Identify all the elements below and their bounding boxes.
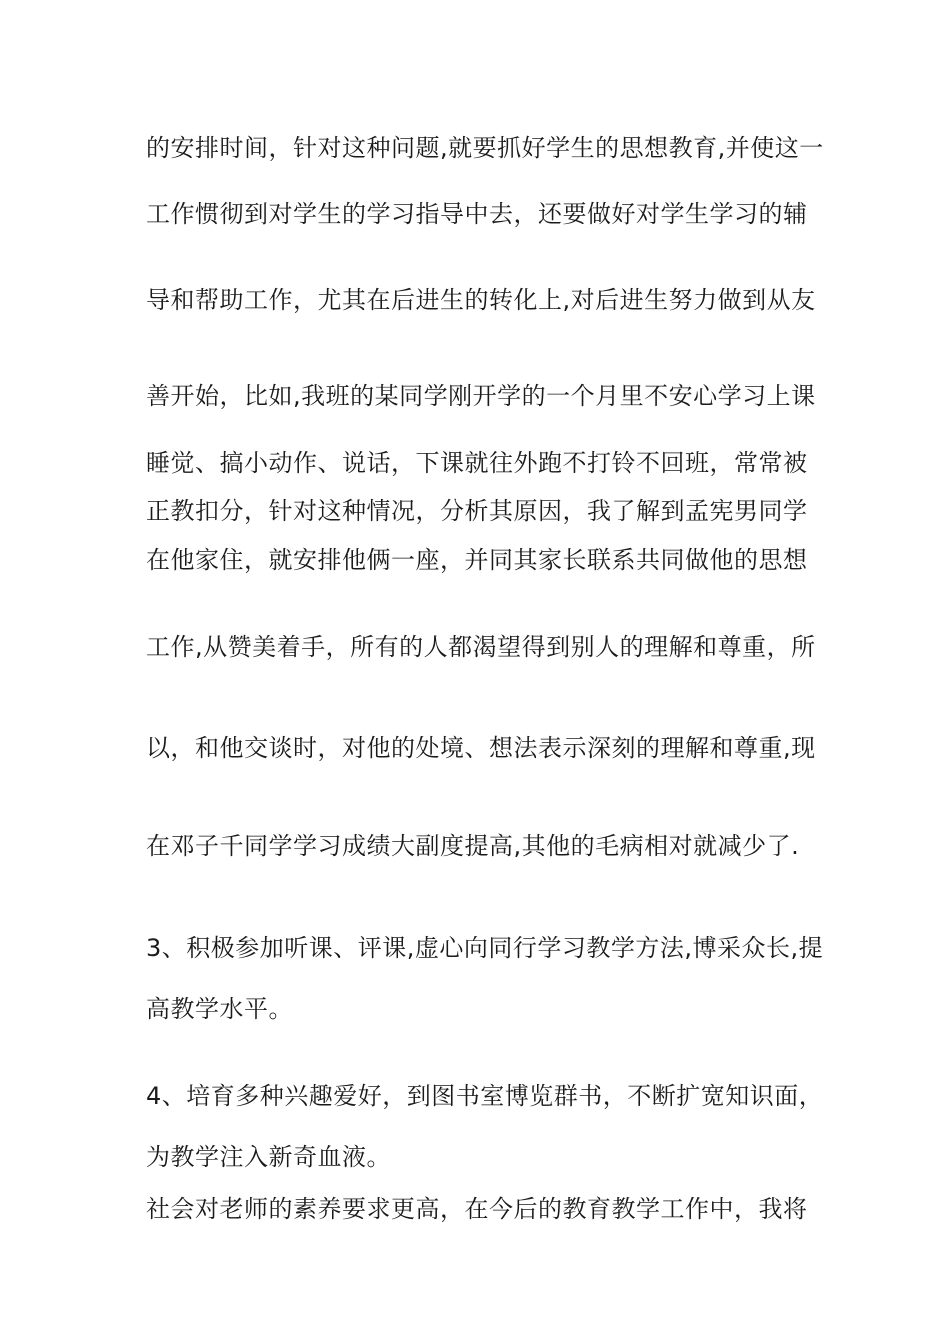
text-line: 以，和他交谈时，对他的处境、想法表示深刻的理解和尊重,现 [146,734,816,762]
text-line: 导和帮助工作，尤其在后进生的转化上,对后进生努力做到从友 [146,286,816,314]
text-line: 的安排时间，针对这种问题,就要抓好学生的思想教育,并使这一 [146,134,824,162]
text-line: 工作惯彻到对学生的学习指导中去，还要做好对学生学习的辅 [146,200,808,228]
text-line: 正教扣分，针对这种情况，分析其原因，我了解到孟宪男同学 [146,497,808,525]
text-line: 社会对老师的素养要求更高，在今后的教育教学工作中，我将 [146,1195,808,1223]
text-line: 高教学水平。 [146,995,293,1023]
text-line: 在他家住，就安排他俩一座，并同其家长联系共同做他的思想 [146,546,808,574]
text-line: 为教学注入新奇血液。 [146,1143,391,1171]
text-line: 工作,从赞美着手，所有的人都渴望得到别人的理解和尊重，所 [146,633,816,661]
list-item-4: 4、培育多种兴趣爱好，到图书室博览群书，不断扩宽知识面， [146,1082,824,1110]
text-line: 在邓子千同学学习成绩大副度提高,其他的毛病相对就减少了. [146,832,800,860]
text-line: 睡觉、搞小动作、说话，下课就往外跑不打铃不回班，常常被 [146,449,808,477]
text-line: 善开始，比如,我班的某同学刚开学的一个月里不安心学习上课 [146,382,816,410]
list-item-3: 3、积极参加听课、评课,虚心向同行学习教学方法,博采众长,提 [146,934,824,962]
